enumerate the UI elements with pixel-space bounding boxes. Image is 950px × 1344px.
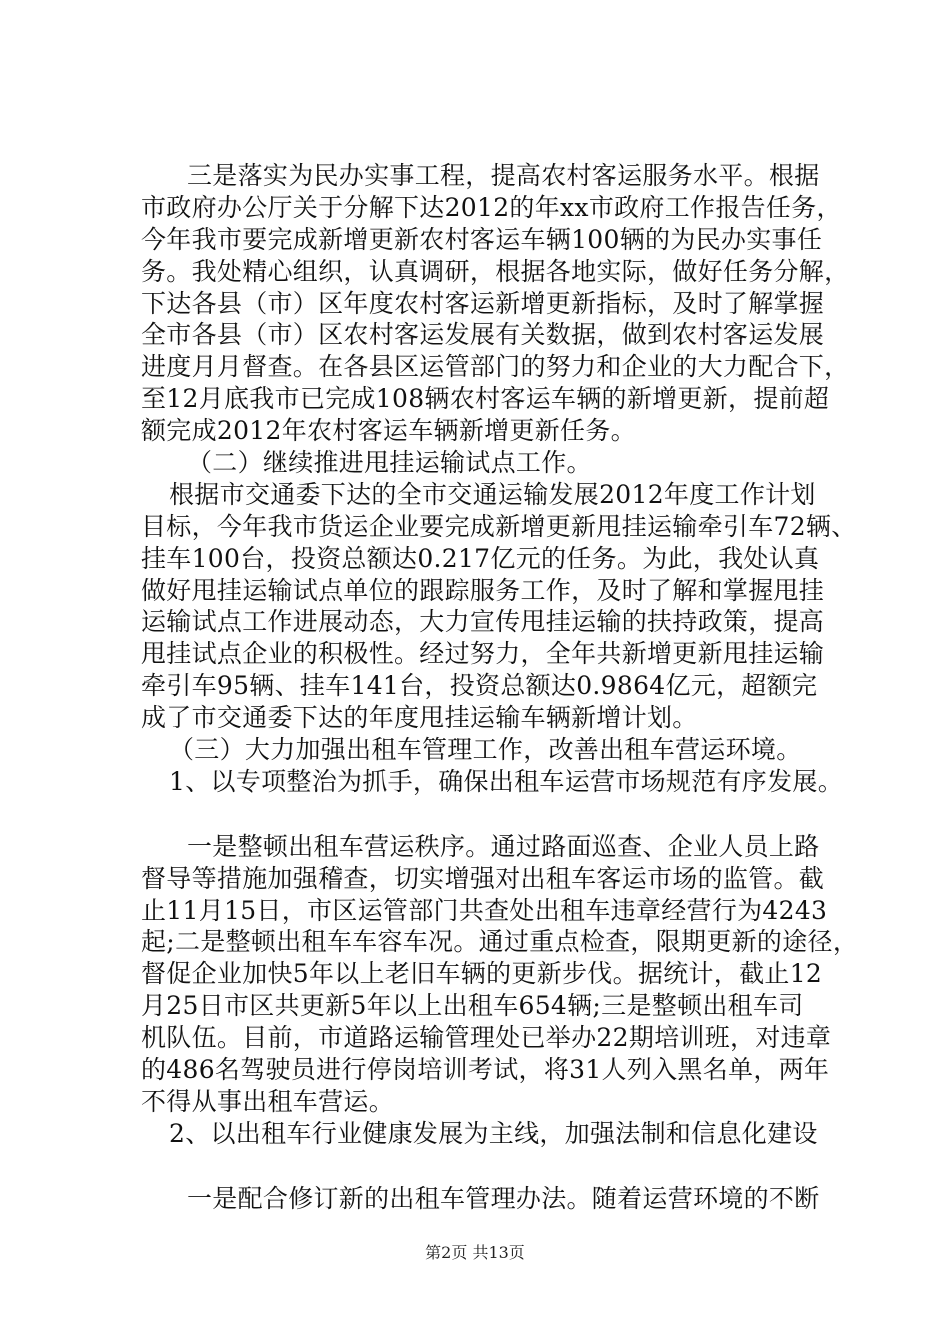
paragraph-line: 市政府办公厅关于分解下达2012的年xx市政府工作报告任务， (141, 192, 842, 222)
paragraph-line: 务。我处精心组织，认真调研，根据各地实际，做好任务分解， (141, 256, 850, 286)
paragraph-line: 牵引车95辆、挂车141台，投资总额达0.9864亿元，超额完 (141, 671, 818, 701)
paragraph-line: 做好甩挂运输试点单位的跟踪服务工作，及时了解和掌握甩挂 (141, 575, 825, 605)
paragraph-line: 额完成2012年农村客运车辆新增更新任务。 (141, 416, 636, 446)
paragraph-line: 起;二是整顿出租车车容车况。通过重点检查，限期更新的途径， (141, 927, 859, 957)
paragraph-line: 月25日市区共更新5年以上出租车654辆;三是整顿出租车司 (141, 991, 804, 1021)
paragraph-line: 督促企业加快5年以上老旧车辆的更新步伐。据统计，截止12 (141, 959, 823, 989)
paragraph-line: 不得从事出租车营运。 (141, 1086, 395, 1116)
paragraph-line: 督导等措施加强稽查，切实增强对出租车客运市场的监管。截 (141, 863, 825, 893)
document-body (141, 160, 859, 1215)
paragraph-line: 挂车100台，投资总额达0.217亿元的任务。为此，我处认真 (141, 543, 820, 573)
paragraph-line: 根据市交通委下达的全市交通运输发展2012年度工作计划 (169, 479, 816, 509)
paragraph-line: 运输试点工作进展动态，大力宣传甩挂运输的扶持政策，提高 (141, 607, 825, 637)
paragraph-line: 下达各县（市）区年度农村客运新增更新指标，及时了解掌握 (141, 288, 825, 318)
paragraph-line: 甩挂试点企业的积极性。经过努力，全年共新增更新甩挂运输 (141, 639, 825, 669)
paragraph-line: 止11月15日，市区运管部门共查处出租车违章经营行为4243 (141, 895, 828, 925)
page-footer: 第2页 共13页 (425, 1243, 525, 1262)
subsection-heading: 2、以出租车行业健康发展为主线，加强法制和信息化建设 (169, 1118, 818, 1148)
paragraph-line: 成了市交通委下达的年度甩挂运输车辆新增计划。 (141, 703, 698, 733)
subsection-heading: 1、以专项整治为抓手，确保出租车运营市场规范有序发展。 (169, 766, 844, 796)
paragraph-line: 一是配合修订新的出租车管理办法。随着运营环境的不断 (187, 1183, 820, 1213)
paragraph-line: 一是整顿出租车营运秩序。通过路面巡查、企业人员上路 (187, 831, 820, 861)
paragraph-line: 机队伍。目前，市道路运输管理处已举办22期培训班，对违章 (141, 1023, 832, 1053)
paragraph-line: 的486名驾驶员进行停岗培训考试，将31人列入黑名单，两年 (141, 1055, 830, 1085)
paragraph-gap (141, 1150, 841, 1183)
paragraph-line: 目标，今年我市货运企业要完成新增更新甩挂运输牵引车72辆、 (141, 511, 857, 541)
paragraph-line: 三是落实为民办实事工程，提高农村客运服务水平。根据 (187, 161, 820, 190)
paragraph-line: 进度月月督查。在各县区运管部门的努力和企业的大力配合下， (141, 352, 850, 382)
paragraph-line: 至12月底我市已完成108辆农村客运车辆的新增更新，提前超 (141, 384, 830, 414)
section-heading: （二）继续推进甩挂运输试点工作。 (187, 448, 592, 478)
paragraph-gap (141, 798, 841, 831)
paragraph-line: 今年我市要完成新增更新农村客运车辆100辆的为民办实事任 (141, 224, 823, 254)
section-heading: （三）大力加强出租车管理工作，改善出租车营运环境。 (169, 735, 802, 765)
paragraph-line: 全市各县（市）区农村客运发展有关数据，做到农村客运发展 (141, 320, 825, 350)
